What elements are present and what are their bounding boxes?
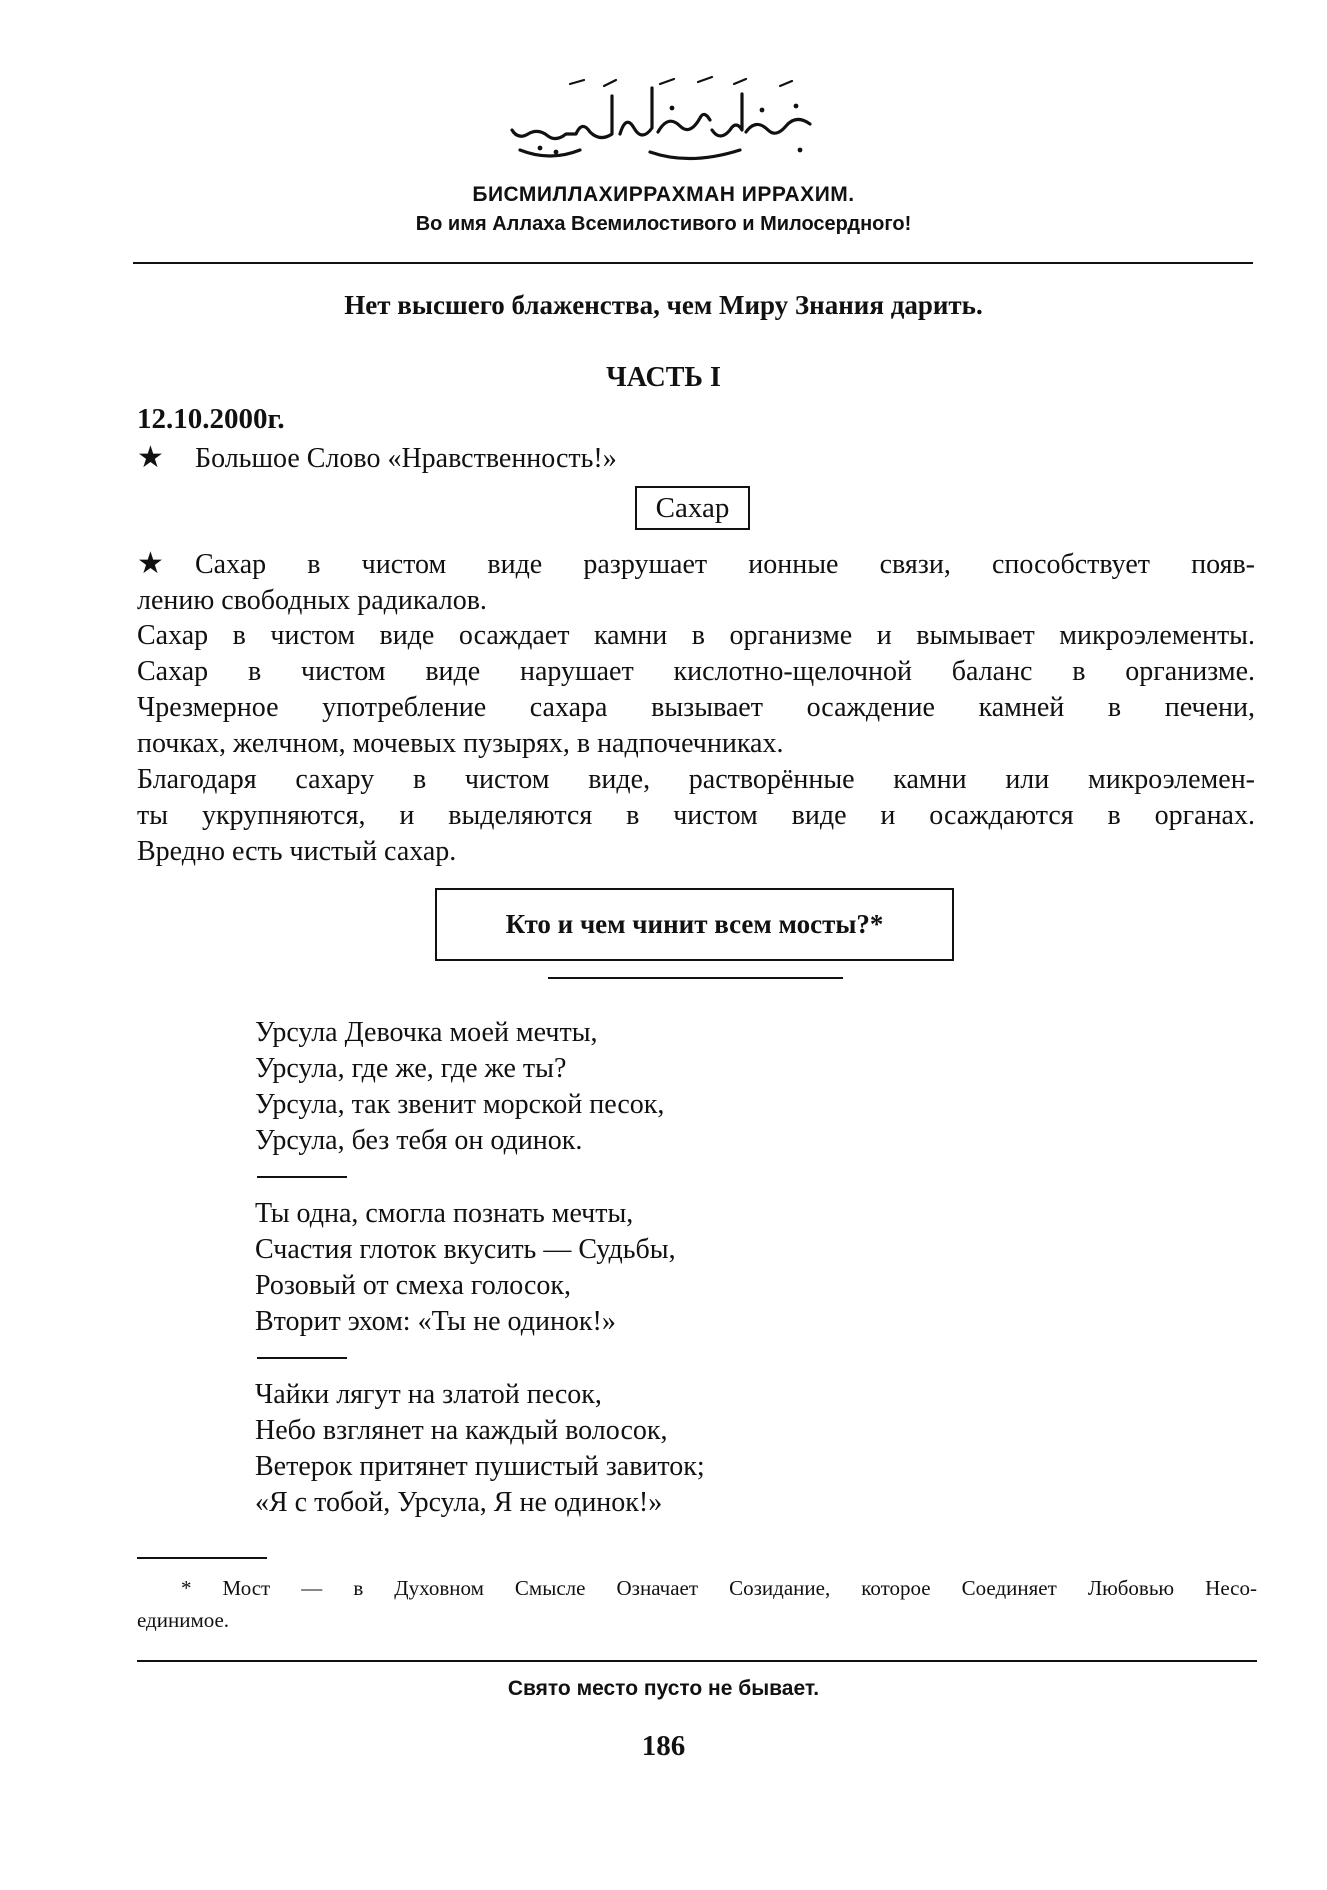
stanza-divider xyxy=(257,1176,347,1178)
para-line: лению свободных радикалов. xyxy=(137,585,487,616)
poem-stanza-3 xyxy=(255,1377,705,1521)
poem-line: Урсула, так звенит морской песок, xyxy=(255,1089,665,1120)
poem-line: Ты одна, смогла познать мечты, xyxy=(255,1198,634,1229)
footnote-line: единимое. xyxy=(137,1608,230,1632)
basmala-title: БИСМИЛЛАХИРРАХМАН ИРРАХИМ. xyxy=(472,183,855,206)
footer-divider xyxy=(137,1660,1257,1662)
poem-stanza-1 xyxy=(255,1015,664,1159)
poem-line: Урсула, где же, где же ты? xyxy=(255,1053,567,1084)
poem-line: Небо взглянет на каждый волосок, xyxy=(255,1415,668,1446)
poem-line: Счастия глоток вкусить — Судьбы, xyxy=(255,1234,676,1265)
para-line: Вредно есть чистый сахар. xyxy=(137,836,457,867)
poem-line: Ветерок притянет пушистый завиток; xyxy=(255,1451,705,1482)
bridges-boxed-heading: Кто и чем чинит всем мосты?* xyxy=(435,888,954,961)
stanza-divider xyxy=(257,1357,347,1359)
bullet-text: Большое Слово «Нравственность!» xyxy=(195,443,617,474)
para-line: ты укрупняются, и выделяются в чистом виде и осаждаются в органах. xyxy=(137,800,1255,831)
para-line: Сахар в чистом виде нарушает кислотно-щелочной баланс в организме. xyxy=(137,656,1255,687)
part-heading: ЧАСТЬ I xyxy=(606,362,721,393)
basmala-translation: Во имя Аллаха Всемилостивого и Милосердного! xyxy=(415,213,912,235)
para-line: Сахар в чистом виде осаждает камни в организме и вымывает микроэлементы. xyxy=(137,620,1255,651)
footer-proverb: Свято место пусто не бывает. xyxy=(507,1677,820,1700)
footnote-divider xyxy=(137,1557,267,1559)
sugar-paragraph-2 xyxy=(137,618,1255,870)
poem-line: Вторит эхом: «Ты не одинок!» xyxy=(255,1306,616,1337)
footnote xyxy=(137,1572,1257,1636)
bullet-nravstvennost xyxy=(137,440,617,475)
section-divider xyxy=(548,977,843,979)
poem-line: Чайки лягут на златой песок, xyxy=(255,1379,602,1410)
star-icon: ★ xyxy=(137,441,164,474)
poem-line: Розовый от смеха голосок, xyxy=(255,1270,572,1301)
para-line: Благодаря сахару в чистом виде, растворённые камни или микроэлемен- xyxy=(137,764,1255,795)
star-icon: ★ xyxy=(137,547,164,580)
motto: Нет высшего блаженства, чем Миру Знания дарить. xyxy=(344,290,983,320)
sugar-paragraph-1 xyxy=(137,546,1255,619)
footnote-line: * Мост — в Духовном Смысле Означает Созидание, которое Соединяет Любовью Несо- xyxy=(181,1576,1257,1600)
para-line: почках, желчном, мочевых пузырях, в надпочечниках. xyxy=(137,728,784,759)
poem-line: Урсула Девочка моей мечты, xyxy=(255,1017,598,1048)
basmala-calligraphy xyxy=(500,70,830,170)
para-line: Сахар в чистом виде разрушает ионные связи, способствует появ- xyxy=(195,549,1255,580)
sugar-boxed-heading: Сахар xyxy=(635,486,750,530)
header-divider xyxy=(133,262,1253,264)
poem-line: Урсула, без тебя он одинок. xyxy=(255,1125,583,1156)
page-number: 186 xyxy=(641,1730,686,1762)
entry-date: 12.10.2000г. xyxy=(137,403,285,435)
poem-stanza-2 xyxy=(255,1196,676,1340)
para-line: Чрезмерное употребление сахара вызывает осаждение камней в печени, xyxy=(137,692,1255,723)
poem-line: «Я с тобой, Урсула, Я не одинок!» xyxy=(255,1487,663,1518)
